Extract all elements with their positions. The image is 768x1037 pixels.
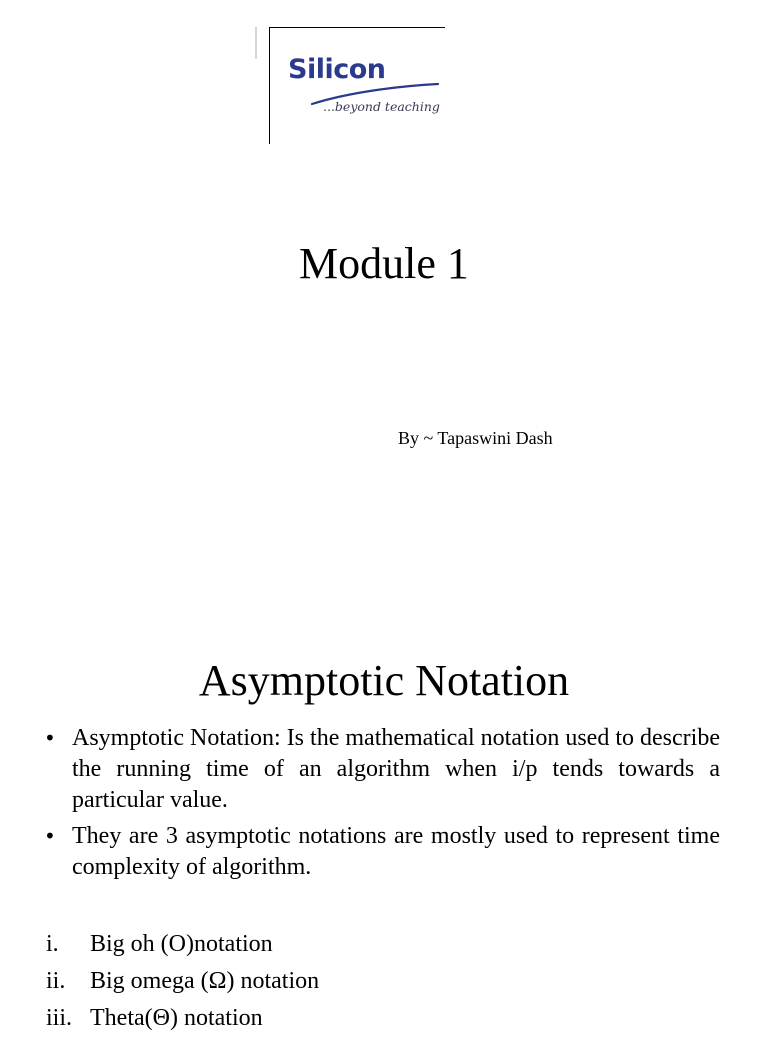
notation-item — [44, 1000, 724, 1037]
bullet-item — [44, 821, 720, 883]
bullet-marker: • — [44, 726, 56, 750]
list-number: i. — [46, 931, 59, 957]
notation-text: Big oh (O)notation — [90, 931, 273, 957]
notation-item — [44, 926, 724, 963]
slide-heading: Asymptotic Notation — [198, 656, 570, 705]
module-title: Module 1 — [299, 239, 469, 288]
bullet-list — [44, 723, 720, 888]
bullet-text: Asymptotic Notation: Is the mathematical notation used to describe the running time of an algorithm when i/p tends towards a particular value. — [72, 725, 720, 813]
bullet-text: They are 3 asymptotic notations are mostly used to represent time complexity of algorithm. — [72, 823, 720, 880]
bullet-item — [44, 723, 720, 816]
list-number: iii. — [46, 1005, 73, 1031]
notation-text: Theta(Θ) notation — [90, 1005, 263, 1031]
logo-tagline: ...beyond teaching — [323, 99, 440, 114]
notation-item — [44, 963, 724, 1000]
silicon-logo — [269, 27, 445, 144]
logo-brand-text: Silicon — [288, 54, 386, 85]
author-line: By ~ Tapaswini Dash — [398, 428, 553, 448]
bullet-marker: • — [44, 824, 56, 848]
notation-text: Big omega (Ω) notation — [90, 968, 320, 994]
logo-divider — [255, 27, 257, 59]
notation-list — [44, 926, 724, 1037]
list-number: ii. — [46, 968, 66, 994]
